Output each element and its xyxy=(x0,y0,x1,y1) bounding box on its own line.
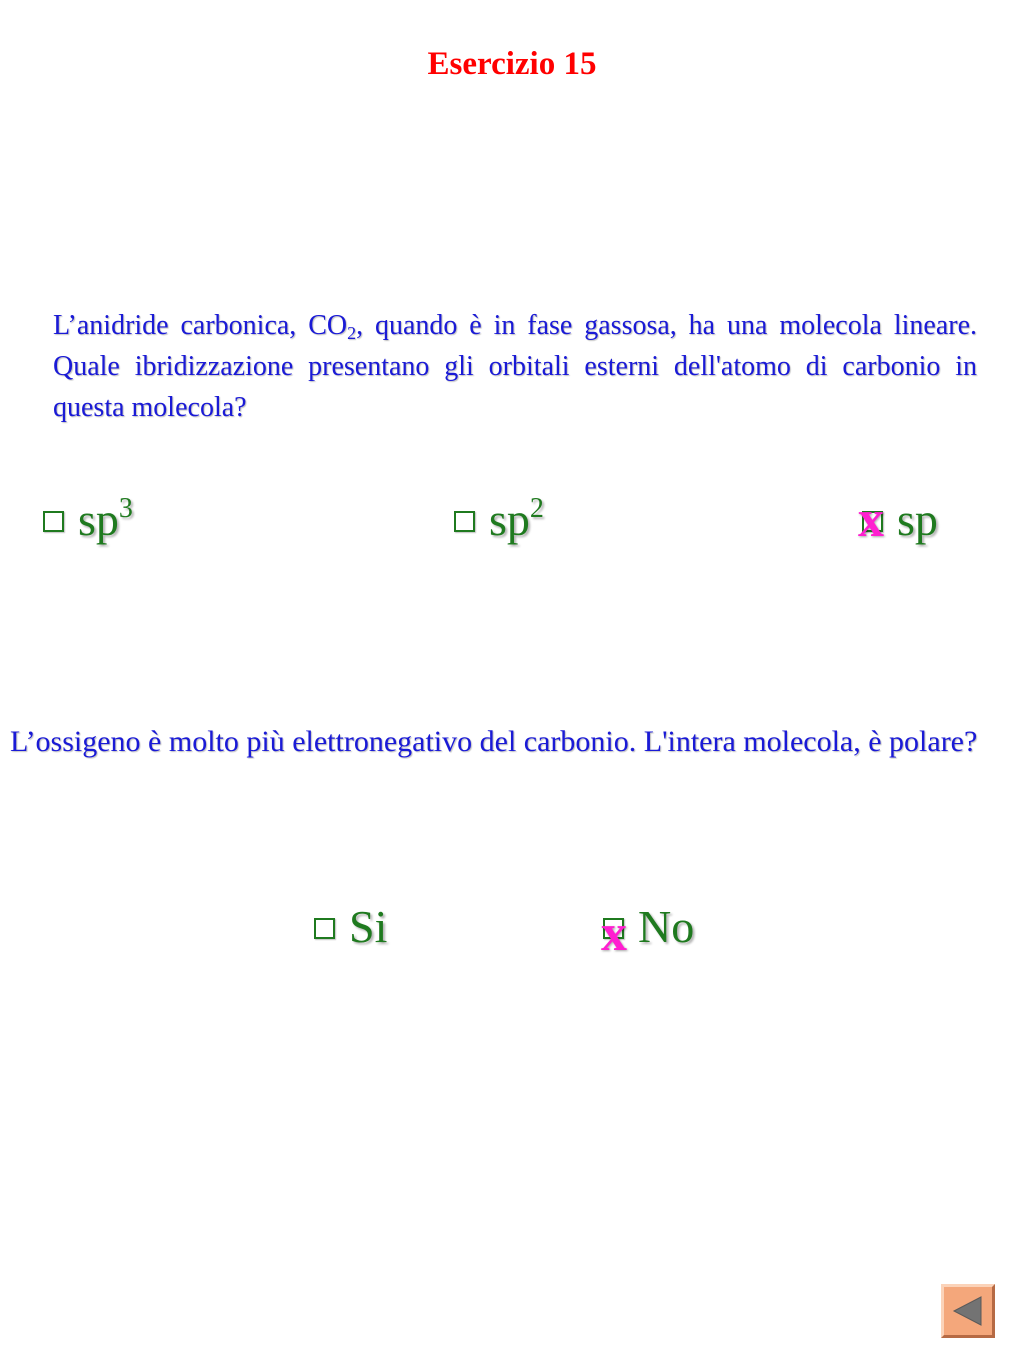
option-sp2-label: sp xyxy=(489,494,530,545)
question-1-part1: L’anidride carbonica, CO xyxy=(53,310,348,341)
back-button[interactable] xyxy=(941,1284,995,1338)
question-1-subscript: 2 xyxy=(347,323,357,343)
option-sp-label: sp xyxy=(897,494,938,545)
option-sp2-sup: 2 xyxy=(529,493,544,524)
option-sp3[interactable] xyxy=(43,492,133,548)
page-title: Esercizio 15 xyxy=(427,46,597,82)
checkbox-sp2[interactable] xyxy=(454,511,475,532)
question-2-text: L’ossigeno è molto più elettronegativo del carbonio. L'intera molecola, è polare? xyxy=(10,725,978,758)
option-si-label: Si xyxy=(349,901,388,952)
option-sp2[interactable] xyxy=(454,492,544,548)
checkbox-si[interactable] xyxy=(314,918,335,939)
question-1-text xyxy=(53,305,977,428)
option-sp3-label: sp xyxy=(78,494,119,545)
question-1-part2: , quando è in fase gassosa, ha una molecola lineare. Quale ibridizzazione presentano gli orbitali esterni dell'atomo di carbonio in questa molecola? xyxy=(53,310,977,423)
answer-mark-sp: x xyxy=(858,491,884,548)
option-sp3-sup: 3 xyxy=(118,493,133,524)
answer-mark-no: x xyxy=(601,905,627,962)
option-no-label: No xyxy=(638,901,695,952)
checkbox-sp3[interactable] xyxy=(43,511,64,532)
option-si[interactable] xyxy=(314,899,387,955)
triangle-left-icon xyxy=(944,1287,992,1335)
